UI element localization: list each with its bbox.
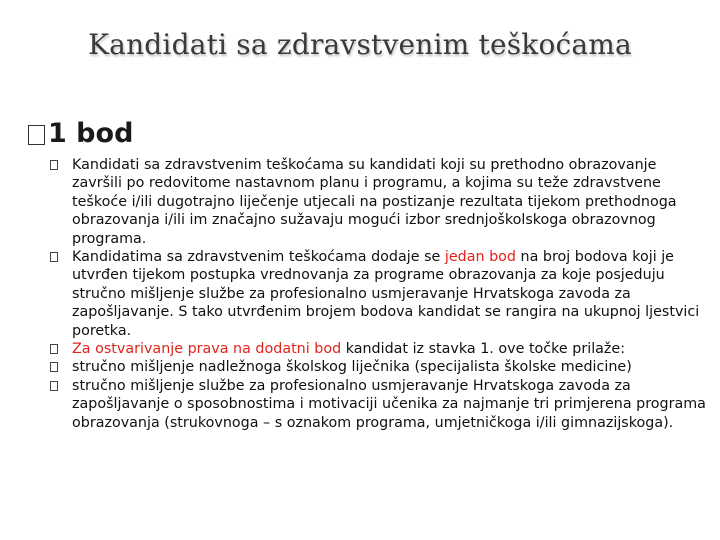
checkbox-bullet-icon xyxy=(50,362,58,372)
highlight-text: jedan bod xyxy=(444,249,516,266)
item-text: stručno mišljenje nadležnoga školskog liječnika (specijalista školske medicine) xyxy=(72,359,632,376)
checkbox-bullet-icon xyxy=(50,160,58,170)
list-item xyxy=(48,156,708,248)
item-text: Kandidatima sa zdravstvenim teškoćama dodaje se xyxy=(72,249,445,266)
list-item xyxy=(48,340,708,358)
checkbox-bullet-icon xyxy=(50,252,58,262)
highlight-text: Za ostvarivanje prava na dodatni bod xyxy=(72,341,342,358)
heading-label: 1 bod xyxy=(48,118,134,149)
checkbox-bullet-icon xyxy=(50,344,58,354)
slide-title: Kandidati sa zdravstvenim teškoćama xyxy=(88,28,632,61)
checkbox-bullet-icon xyxy=(50,381,58,391)
item-text: Kandidati sa zdravstvenim teškoćama su kandidati koji su prethodno obrazovanje završili po redovitome nastavnom planu i programu, a kojima su teže zdravstvene teškoće i/ili dugotrajno liječenje utjecali na postizanje rezultata tijekom prethodnoga obrazovanja i/ili im značajno sužavaju mogući izbor srednjoškolskoga obrazovnog programa. xyxy=(72,157,677,247)
item-text: stručno mišljenje službe za profesionalno usmjeravanje Hrvatskoga zavoda za zapošljavanje o sposobnostima i motivaciji učenika za najmanje tri primjerena programa obrazovanja (strukovnoga – s oznakom programa, umjetničkoga i/ili gimnazijskoga). xyxy=(72,377,706,431)
bullet-list xyxy=(48,156,708,432)
list-item xyxy=(48,248,708,340)
heading xyxy=(28,118,133,149)
item-text: na broj bodova koji je utvrđen tijekom postupka vrednovanja za programe obrazovanja za koje posjeduju stručno mišljenje službe za profesionalno usmjeravanje Hrvatskoga zavoda za zapošljavanje. S tako utvrđenim brojem bodova kandidat se rangira na ukupnoj ljestvici poretka. xyxy=(72,249,700,339)
list-item xyxy=(48,377,708,432)
item-text: kandidat iz stavka 1. ove točke prilaže: xyxy=(341,341,626,358)
list-item xyxy=(48,358,708,376)
checkbox-bullet-icon xyxy=(28,125,45,145)
